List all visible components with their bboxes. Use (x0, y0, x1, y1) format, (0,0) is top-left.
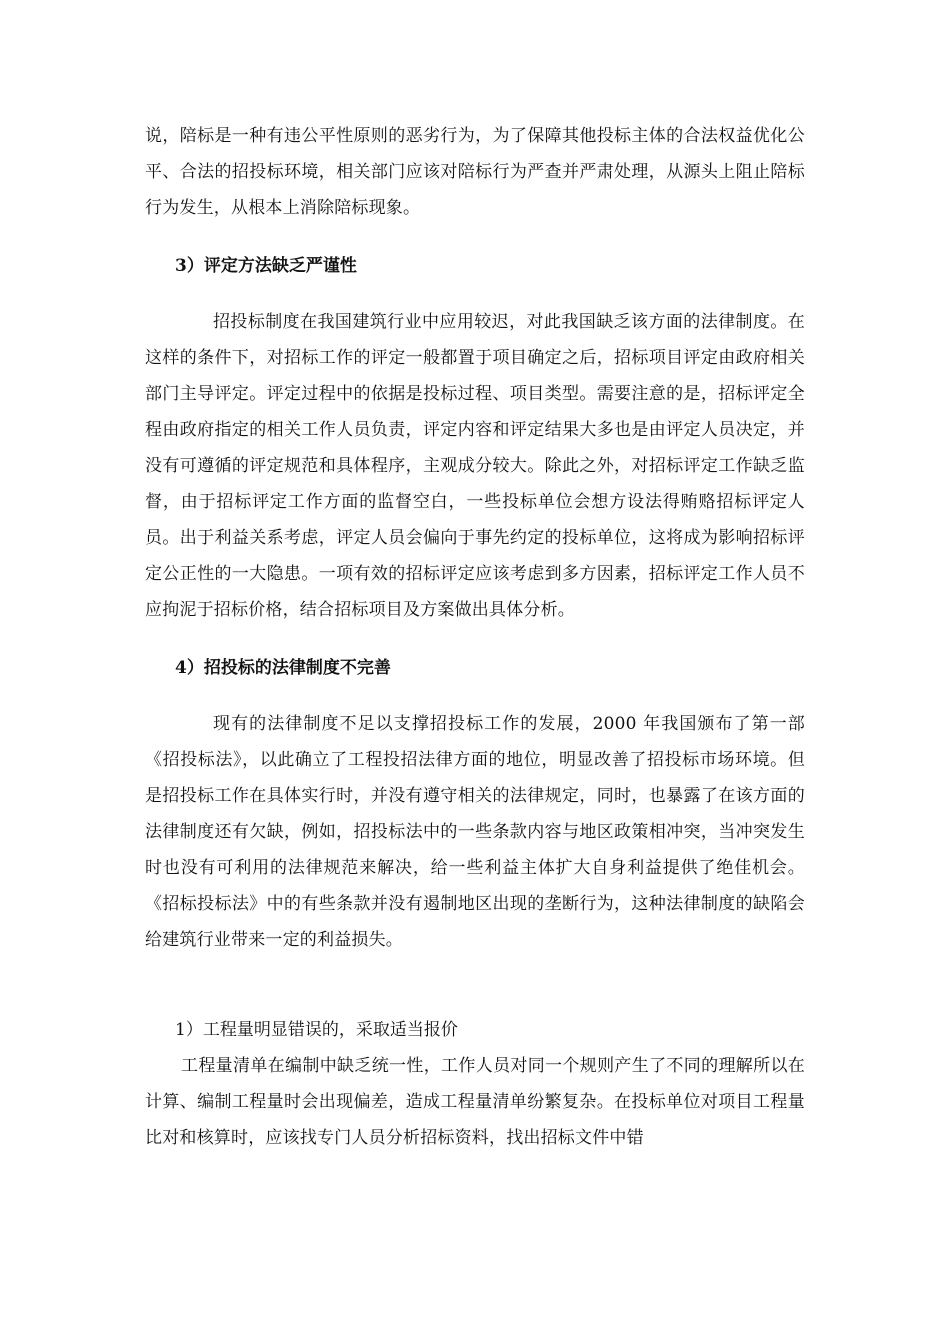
paragraph-legal-system: 现有的法律制度不足以支撑招投标工作的发展，2000 年我国颁布了第一部《招投标法》，以此确立了工程投招法律方面的地位，明显改善了招投标市场环境。但是招投标工作在具体实行时，并没有遵守相关的法律规定，同时，也暴露了在该方面的法律制度还有欠缺，例如，招投标法中的一些条款内容与地区政策相冲突，当冲突发生时也没有可利用的法律规范来解决，给一些利益主体扩大自身利益提供了绝佳机会。《招标投标法》中的有些条款并没有遏制地区出现的垄断行为，这种法律制度的缺陷会给建筑行业带来一定的利益损失。 (145, 714, 805, 950)
spacer (145, 226, 805, 248)
heading-quantity-errors: 1）工程量明显错误的，采取适当报价 (175, 1020, 458, 1040)
spacer (145, 628, 805, 650)
spacer (145, 686, 805, 706)
paragraph-evaluation-method: 招投标制度在我国建筑行业中应用较迟，对此我国缺乏该方面的法律制度。在这样的条件下，对招标工作的评定一般都置于项目确定之后，招标项目评定由政府相关部门主导评定。评定过程中的依据是投标过程、项目类型。需要注意的是，招标评定全程由政府指定的相关工作人员负责，评定内容和评定结果大多也是由评定人员决定，并没有可遵循的评定规范和具体程序，主观成分较大。除此之外，对招标评定工作缺乏监督，由于招标评定工作方面的监督空白，一些投标单位会想方设法得贿赂招标评定人员。出于利益关系考虑，评定人员会偏向于事先约定的投标单位，这将成为影响招标评定公正性的一大隐患。一项有效的招标评定应该考虑到多方因素，招标评定工作人员不应拘泥于招标价格，结合招标项目及方案做出具体分析。 (145, 312, 805, 620)
spacer (145, 958, 805, 1012)
document-body (145, 118, 805, 1156)
heading-evaluation-method: 3）评定方法缺乏严谨性 (175, 256, 357, 276)
paragraph-quantity-errors: 工程量清单在编制中缺乏统一性，工作人员对同一个规则产生了不同的理解所以在计算、编制工程量时会出现偏差，造成工程量清单纷繁复杂。在投标单位对项目工程量比对和核算时，应该找专门人员分析招标资料，找出招标文件中错 (145, 1056, 805, 1148)
paragraph-bid-rigging-conclusion: 说，陪标是一种有违公平性原则的恶劣行为，为了保障其他投标主体的合法权益优化公平、合法的招投标环境，相关部门应该对陪标行为严查并严肃处理，从源头上阻止陪标行为发生，从根本上消除陪标现象。 (145, 126, 805, 218)
heading-legal-system: 4）招投标的法律制度不完善 (175, 658, 391, 678)
spacer (145, 284, 805, 304)
